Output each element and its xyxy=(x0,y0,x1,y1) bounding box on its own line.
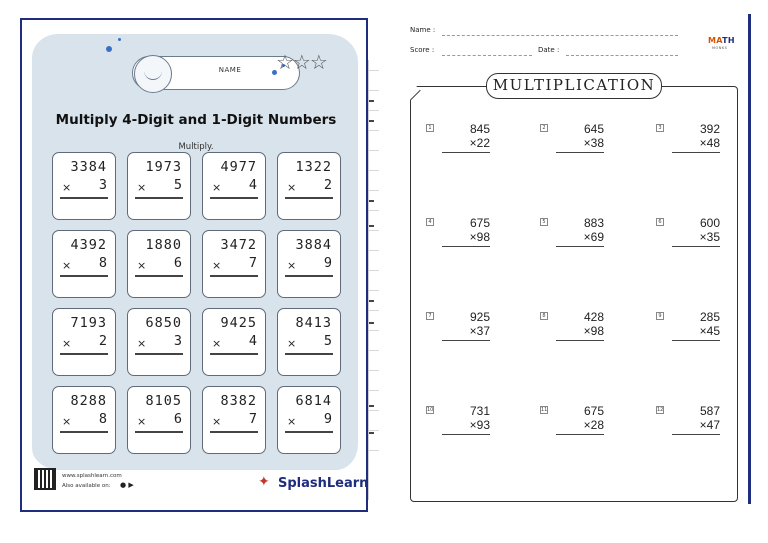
splashlearn-logo: SplashLearn xyxy=(278,476,369,491)
multiplicand: 675 xyxy=(583,404,604,418)
app-store-icons: ● ▶ xyxy=(120,481,134,489)
multiplicand: 600 xyxy=(699,216,720,230)
times-sign: × xyxy=(212,181,222,194)
answer-line xyxy=(672,246,720,247)
multiplier: 2 xyxy=(98,333,107,349)
worksheet-instruction: Multiply. xyxy=(178,142,214,152)
multiplicand: 6850 xyxy=(145,315,182,331)
name-label: NAME xyxy=(218,66,242,74)
answer-line xyxy=(60,197,108,199)
multiplicand: 1322 xyxy=(295,159,332,175)
answer-line xyxy=(60,353,108,355)
multiplicand: 8105 xyxy=(145,393,182,409)
multiplicand: 392 xyxy=(699,122,720,136)
problem-card xyxy=(277,152,341,220)
multiplicand: 8288 xyxy=(70,393,107,409)
splashlearn-worksheet xyxy=(20,18,368,512)
mathmonks-logo-sub: MONKS xyxy=(712,46,728,50)
answer-line xyxy=(556,246,604,247)
multiplier: 8 xyxy=(98,255,107,271)
times-sign: × xyxy=(212,415,222,428)
splashlearn-logo-icon: ✦ xyxy=(258,474,270,490)
footer-available: Also available on: xyxy=(62,483,111,489)
answer-line xyxy=(210,197,258,199)
multiplier: ×69 xyxy=(583,230,604,244)
smiley-icon xyxy=(134,55,172,93)
multiplier: ×48 xyxy=(699,136,720,150)
multiplicand: 6814 xyxy=(295,393,332,409)
multiplier: ×98 xyxy=(583,324,604,338)
adjacent-page-edge xyxy=(368,60,380,500)
star-rating-icon: ☆☆☆ xyxy=(276,50,327,74)
answer-line xyxy=(60,431,108,433)
times-sign: × xyxy=(137,415,147,428)
multiplier: ×45 xyxy=(699,324,720,338)
multiplicand: 675 xyxy=(469,216,490,230)
multiplicand: 8382 xyxy=(220,393,257,409)
problem-number: 1 xyxy=(426,124,434,132)
times-sign: × xyxy=(62,259,72,272)
answer-line xyxy=(60,275,108,277)
problem-card xyxy=(202,230,266,298)
times-sign: × xyxy=(62,181,72,194)
name-line xyxy=(442,35,678,36)
multiplier: 6 xyxy=(173,255,182,271)
multiplicand: 3384 xyxy=(70,159,107,175)
problem-card xyxy=(277,230,341,298)
problem-card xyxy=(202,152,266,220)
multiplicand: 428 xyxy=(583,310,604,324)
multiplier: ×22 xyxy=(469,136,490,150)
times-sign: × xyxy=(62,415,72,428)
times-sign: × xyxy=(287,415,297,428)
multiplier: 3 xyxy=(173,333,182,349)
problem-card xyxy=(52,152,116,220)
multiplier: 8 xyxy=(98,411,107,427)
problem-number: 12 xyxy=(657,407,664,413)
score-line xyxy=(442,55,532,56)
multiplicand: 1880 xyxy=(145,237,182,253)
footer-site: www.splashlearn.com xyxy=(62,473,122,479)
problem-number: 9 xyxy=(656,312,664,320)
multiplicand: 645 xyxy=(583,122,604,136)
multiplier: ×93 xyxy=(469,418,490,432)
multiplier: 3 xyxy=(98,177,107,193)
page-edge-bar xyxy=(748,14,751,504)
multiplier: 4 xyxy=(248,177,257,193)
multiplier: 7 xyxy=(248,255,257,271)
multiplicand: 4392 xyxy=(70,237,107,253)
problem-card xyxy=(52,386,116,454)
answer-line xyxy=(210,431,258,433)
qr-code-icon xyxy=(34,468,56,490)
answer-line xyxy=(210,275,258,277)
times-sign: × xyxy=(212,337,222,350)
multiplier: 5 xyxy=(173,177,182,193)
problem-number: 11 xyxy=(541,407,548,413)
multiplicand: 845 xyxy=(469,122,490,136)
multiplicand: 731 xyxy=(469,404,490,418)
problem-number: 7 xyxy=(426,312,434,320)
problem-card xyxy=(127,386,191,454)
times-sign: × xyxy=(137,337,147,350)
multiplier: 5 xyxy=(323,333,332,349)
multiplicand: 1973 xyxy=(145,159,182,175)
multiplicand: 7193 xyxy=(70,315,107,331)
problem-card xyxy=(52,230,116,298)
multiplicand: 285 xyxy=(699,310,720,324)
multiplicand: 587 xyxy=(699,404,720,418)
multiplier: ×28 xyxy=(583,418,604,432)
date-line xyxy=(566,55,678,56)
multiplicand: 925 xyxy=(469,310,490,324)
problem-number: 10 xyxy=(427,407,434,413)
answer-line xyxy=(135,353,183,355)
worksheet-title: Multiply 4-Digit and 1-Digit Numbers xyxy=(55,112,337,128)
answer-line xyxy=(556,340,604,341)
multiplier: 9 xyxy=(323,255,332,271)
multiplier: 7 xyxy=(248,411,257,427)
date-label: Date : xyxy=(538,46,560,54)
multiplier: ×37 xyxy=(469,324,490,338)
times-sign: × xyxy=(287,337,297,350)
problem-number: 6 xyxy=(656,218,664,226)
answer-line xyxy=(442,246,490,247)
problem-number: 8 xyxy=(540,312,548,320)
times-sign: × xyxy=(137,181,147,194)
problem-number: 4 xyxy=(426,218,434,226)
answer-line xyxy=(285,431,333,433)
answer-line xyxy=(672,340,720,341)
answer-line xyxy=(285,197,333,199)
problem-card xyxy=(202,308,266,376)
problem-card xyxy=(277,308,341,376)
problem-number: 2 xyxy=(540,124,548,132)
times-sign: × xyxy=(212,259,222,272)
problem-card xyxy=(202,386,266,454)
decor-dot xyxy=(106,46,112,52)
multiplier: ×47 xyxy=(699,418,720,432)
mathmonks-logo: MATH xyxy=(708,36,735,45)
answer-line xyxy=(442,340,490,341)
answer-line xyxy=(135,197,183,199)
answer-line xyxy=(442,434,490,435)
times-sign: × xyxy=(137,259,147,272)
answer-line xyxy=(442,152,490,153)
multiplier: 4 xyxy=(248,333,257,349)
problem-card xyxy=(127,230,191,298)
score-label: Score : xyxy=(410,46,435,54)
times-sign: × xyxy=(287,259,297,272)
problem-card xyxy=(52,308,116,376)
problem-number: 5 xyxy=(540,218,548,226)
multiplier: ×98 xyxy=(469,230,490,244)
multiplicand: 8413 xyxy=(295,315,332,331)
multiplier: 6 xyxy=(173,411,182,427)
answer-line xyxy=(135,275,183,277)
multiplier: ×38 xyxy=(583,136,604,150)
times-sign: × xyxy=(287,181,297,194)
answer-line xyxy=(672,152,720,153)
multiplier: 2 xyxy=(323,177,332,193)
multiplicand: 4977 xyxy=(220,159,257,175)
name-label: Name : xyxy=(410,26,436,34)
answer-line xyxy=(285,275,333,277)
answer-line xyxy=(210,353,258,355)
problem-card xyxy=(127,152,191,220)
answer-line xyxy=(135,431,183,433)
multiplier: ×35 xyxy=(699,230,720,244)
times-sign: × xyxy=(62,337,72,350)
multiplicand: 9425 xyxy=(220,315,257,331)
multiplier: 9 xyxy=(323,411,332,427)
multiplicand: 3472 xyxy=(220,237,257,253)
answer-line xyxy=(556,434,604,435)
decor-dot xyxy=(118,38,121,41)
problem-card xyxy=(127,308,191,376)
answer-line xyxy=(285,353,333,355)
answer-line xyxy=(556,152,604,153)
problem-card xyxy=(277,386,341,454)
answer-line xyxy=(672,434,720,435)
multiplicand: 883 xyxy=(583,216,604,230)
problem-number: 3 xyxy=(656,124,664,132)
multiplication-title: MULTIPLICATION xyxy=(486,73,662,99)
multiplicand: 3884 xyxy=(295,237,332,253)
